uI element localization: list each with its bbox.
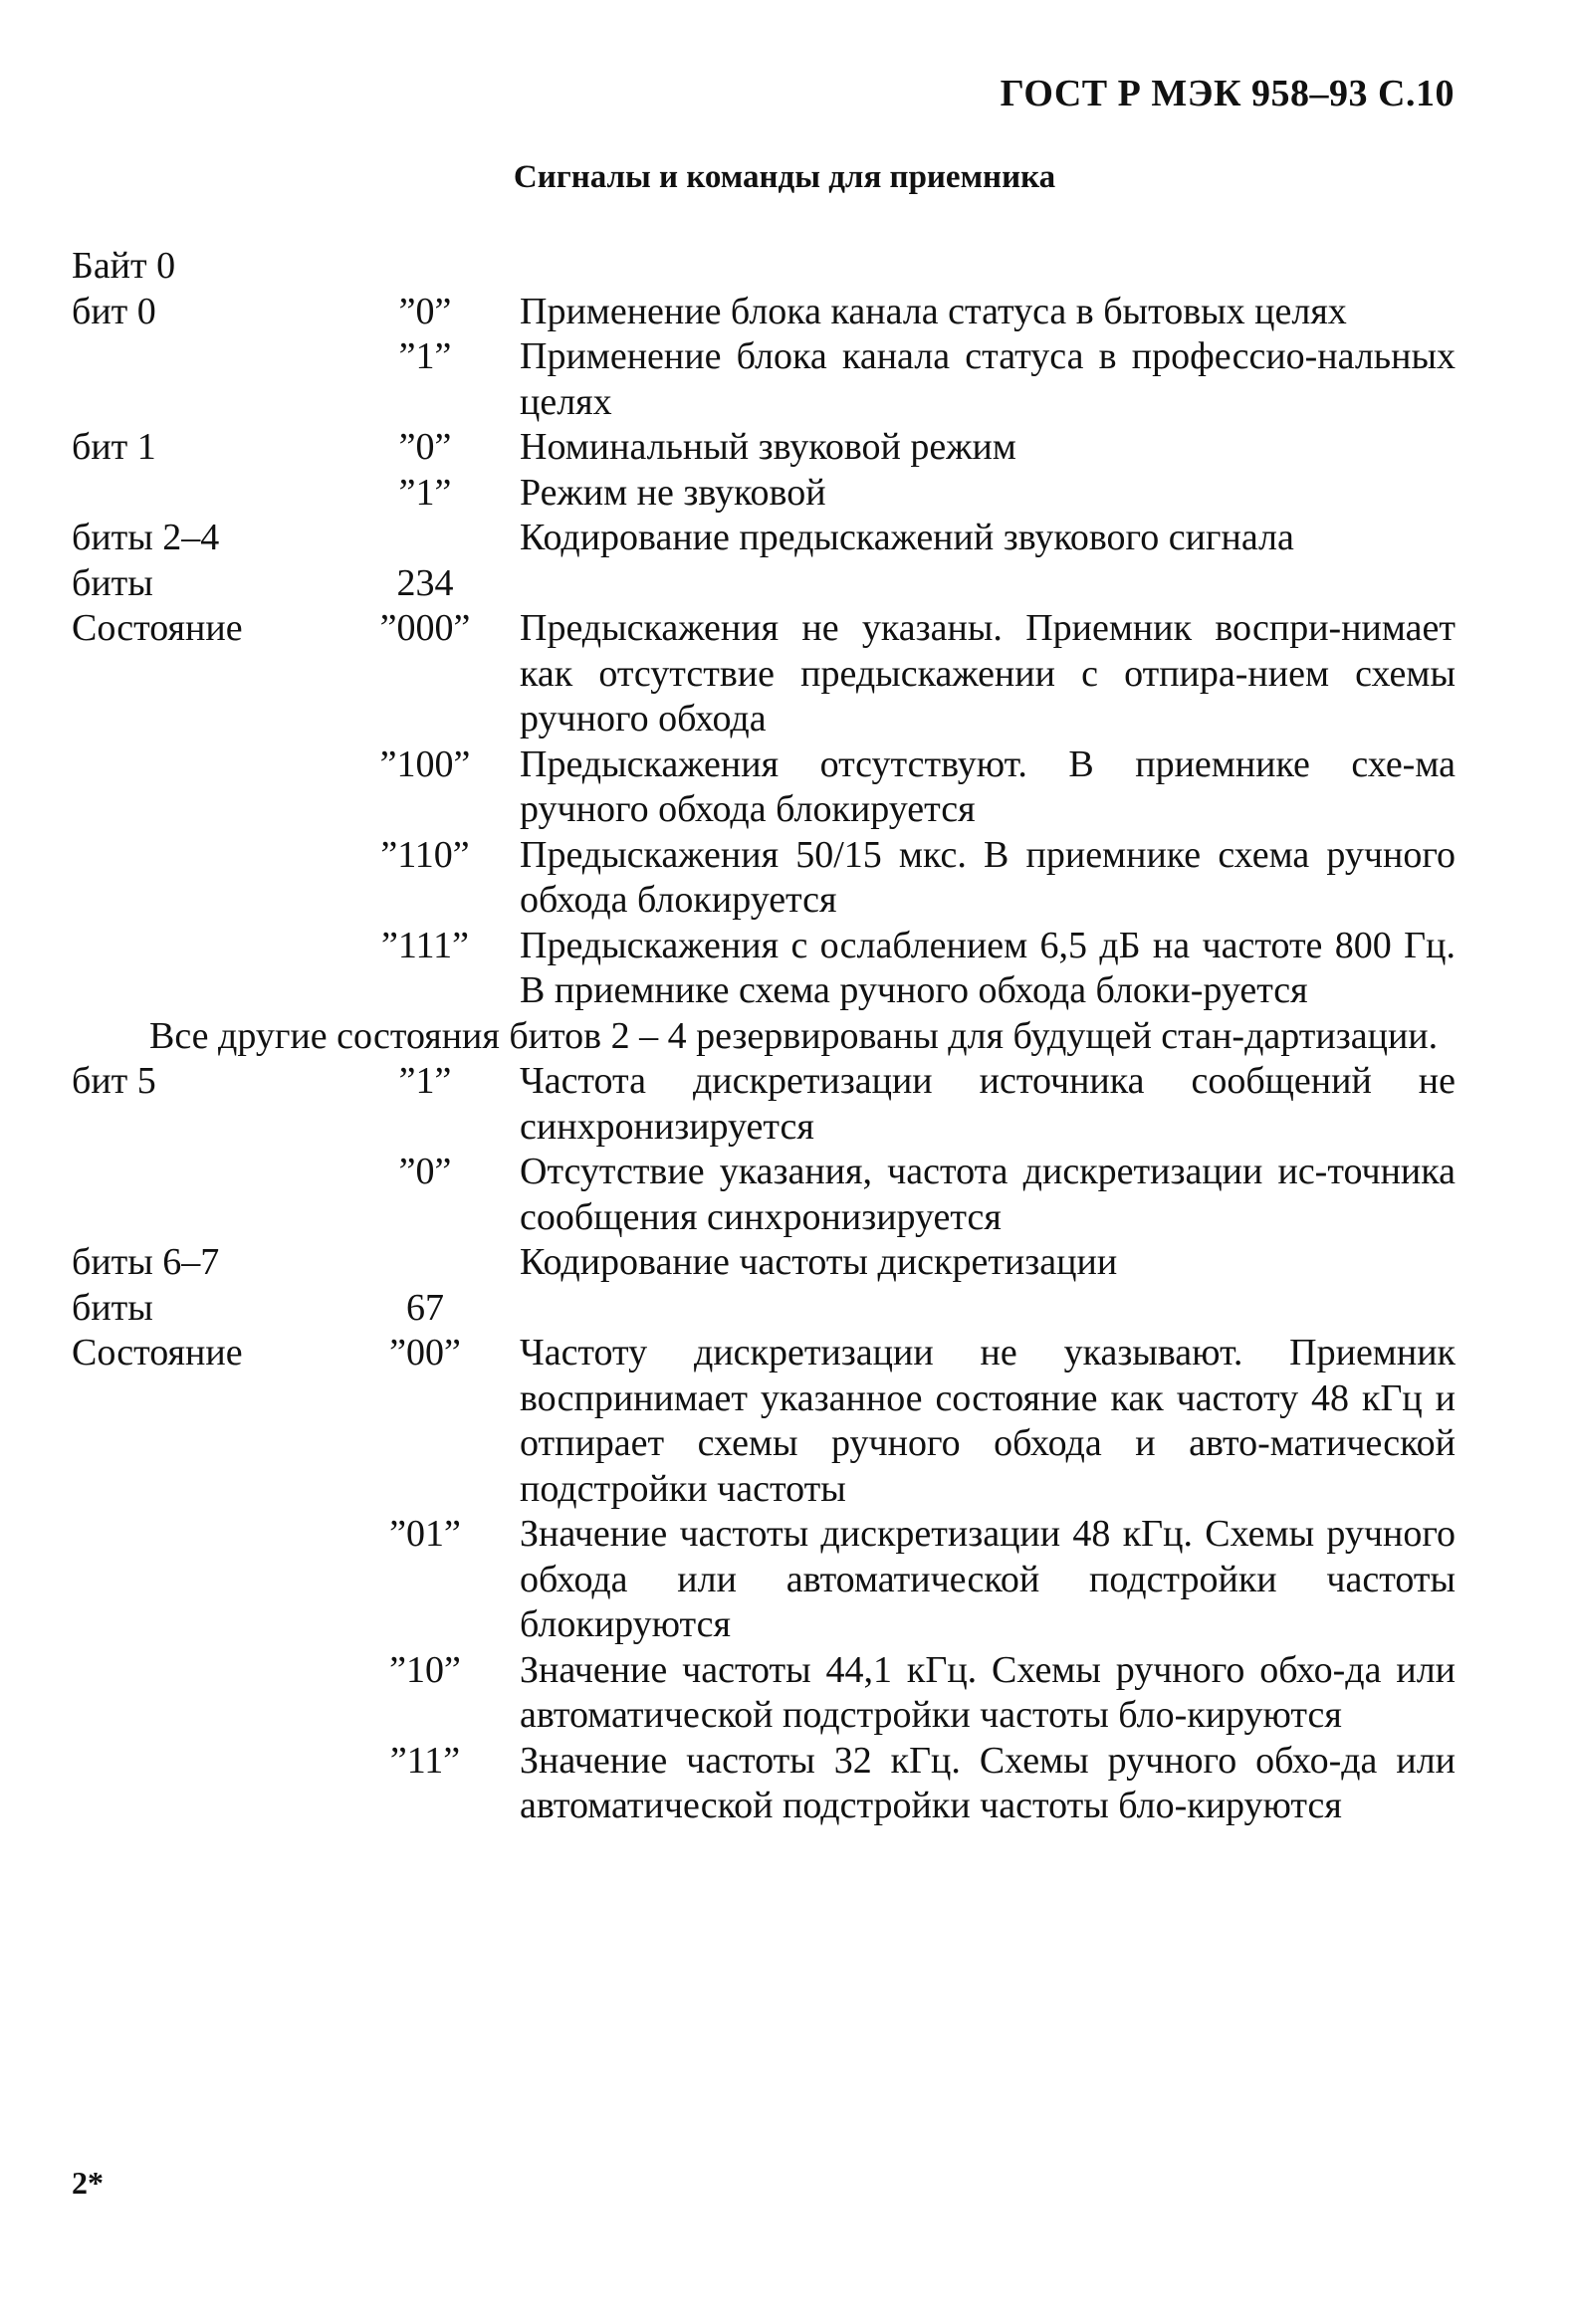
bit-value: ”100” — [379, 742, 471, 785]
bit-label: Байт 0 — [72, 245, 176, 287]
bit-label: бит 1 — [72, 426, 156, 468]
table-row — [72, 425, 1456, 471]
table-row — [72, 606, 1456, 742]
table-row — [72, 833, 1456, 924]
table-row — [72, 1648, 1456, 1739]
bit-value: ”10” — [389, 1648, 461, 1691]
reserved-states-paragraph: Все другие состояния битов 2 – 4 резервированы для будущей стан-дартизации. — [149, 1014, 1439, 1057]
table-row — [72, 1331, 1456, 1512]
bit-description: Номинальный звуковой режим — [520, 426, 1016, 468]
bit-value: ”1” — [398, 335, 452, 377]
bit-value: ”0” — [398, 290, 452, 332]
bit-table-part-2 — [72, 1059, 1456, 1829]
table-row — [72, 1739, 1456, 1829]
bit-value: ”1” — [398, 471, 452, 514]
bit-description: Предыскажения с ослаблением 6,5 дБ на частоте 800 Гц. В приемнике схема ручного обхода блоки-руется — [520, 924, 1456, 1011]
bit-description: Частота дискретизации источника сообщений не синхронизируется — [520, 1060, 1456, 1148]
bit-value: 234 — [396, 561, 454, 604]
bit-description: Предыскажения 50/15 мкс. В приемнике схема ручного обхода блокируется — [520, 833, 1456, 921]
table-row — [72, 1059, 1456, 1150]
bit-value: ”0” — [398, 1151, 452, 1192]
table-row — [72, 516, 1456, 561]
bit-value: 67 — [406, 1286, 444, 1329]
bit-description: Значение частоты 44,1 кГц. Схемы ручного обхо-да или автоматической подстройки частоты бло-кируются — [520, 1648, 1456, 1736]
bit-value: ”110” — [380, 833, 470, 876]
bit-label: биты 6–7 — [72, 1241, 220, 1283]
bit-value: ”00” — [389, 1332, 461, 1373]
bit-description: Частоту дискретизации не указывают. Приемник воспринимает указанное состояние как частоту 48 кГц и отпирает схемы ручного обхода и авто-матической подстройки частоты — [520, 1332, 1456, 1510]
table-row — [72, 924, 1456, 1014]
section-title: Сигналы и команды для приемника — [513, 159, 1056, 195]
table-row — [72, 244, 1456, 290]
bit-description: Значение частоты дискретизации 48 кГц. Схемы ручного обхода или автоматической подстройки частоты блокируются — [520, 1513, 1456, 1645]
table-row — [72, 1286, 1456, 1332]
bit-description: Кодирование частоты дискретизации — [520, 1241, 1118, 1283]
bit-value: ”0” — [398, 426, 452, 468]
table-row — [72, 561, 1456, 607]
bit-description: Применение блока канала статуса в профессио-нальных целях — [520, 335, 1456, 423]
table-row — [72, 334, 1456, 425]
bit-label: биты 2–4 — [72, 517, 220, 558]
bit-label: Состояние — [72, 1332, 243, 1373]
bit-description: Отсутствие указания, частота дискретизации ис-точника сообщения синхронизируется — [520, 1151, 1456, 1238]
bit-value: ”000” — [379, 607, 471, 649]
bit-description: Значение частоты 32 кГц. Схемы ручного обхо-да или автоматической подстройки частоты бло-кируются — [520, 1739, 1456, 1826]
bit-description: Режим не звуковой — [520, 471, 826, 514]
bit-description: Предыскажения не указаны. Приемник воспри-нимает как отсутствие предыскажении с отпира-нием схемы ручного обхода — [520, 607, 1456, 739]
table-row — [72, 290, 1456, 335]
bit-value: ”11” — [389, 1739, 461, 1782]
bit-label: бит 0 — [72, 290, 156, 332]
table-row — [72, 471, 1456, 517]
bit-description: Применение блока канала статуса в бытовых целях — [520, 290, 1347, 332]
bit-value: ”01” — [389, 1513, 461, 1555]
table-row — [72, 742, 1456, 833]
bit-label: бит 5 — [72, 1060, 156, 1102]
bit-table-part-1 — [72, 244, 1456, 1014]
bit-value: ”1” — [398, 1060, 452, 1102]
page-header: ГОСТ Р МЭК 958–93 С.10 — [1000, 73, 1455, 114]
bit-value: ”111” — [381, 924, 469, 966]
bit-label: биты — [72, 561, 153, 604]
bit-label: биты — [72, 1286, 153, 1329]
page-footer-mark: 2* — [72, 2165, 104, 2201]
bit-description: Кодирование предыскажений звукового сигнала — [520, 517, 1294, 558]
bit-description: Предыскажения отсутствуют. В приемнике схе-ма ручного обхода блокируется — [520, 742, 1456, 830]
table-row — [72, 1240, 1456, 1286]
table-row — [72, 1150, 1456, 1240]
bit-label: Состояние — [72, 607, 243, 649]
document-body — [72, 244, 1456, 1829]
table-row — [72, 1512, 1456, 1648]
